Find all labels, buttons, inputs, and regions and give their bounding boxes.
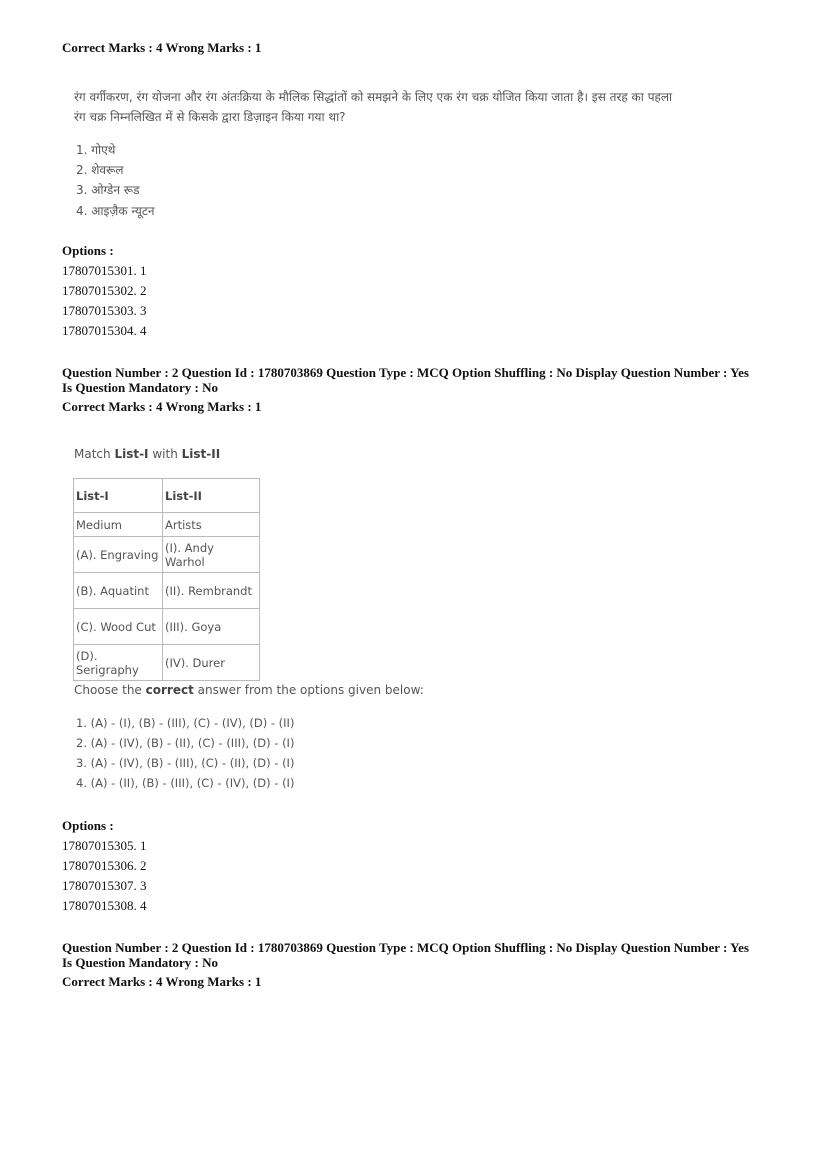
table-cell: (C). Wood Cut [74,609,163,645]
table-header-row [74,479,260,513]
marks-line: Correct Marks : 4 Wrong Marks : 1 [62,399,262,414]
match-table [73,478,260,681]
marks-line: Correct Marks : 4 Wrong Marks : 1 [62,40,262,55]
option-1: 17807015301. 1 [62,263,147,278]
option-2: 17807015302. 2 [62,283,147,298]
table-cell: (D). Serigraphy [74,645,163,681]
question-header-line-2: Is Question Mandatory : No [62,955,219,970]
option-3: 17807015303. 3 [62,303,147,318]
options-label: Options : [62,818,114,833]
table-cell: (B). Aquatint [74,573,163,609]
match-instruction: Match List-I with List-II [74,447,221,461]
option-3: 17807015307. 3 [62,878,147,893]
table-cell: (II). Rembrandt [163,573,260,609]
choice-4: 4. आइज़ैक न्यूटन [76,204,155,218]
question-text-line-1: रंग वर्गीकरण, रंग योजना और रंग अंतःक्रिया के मौलिक सिद्धांतों को समझने के लिए एक रंग चक्र योजित किया जाता है। इस तरह का पहला [74,90,673,104]
marks-line: Correct Marks : 4 Wrong Marks : 1 [62,974,262,989]
choice-2: 2. (A) - (IV), (B) - (II), (C) - (III), (D) - (I) [76,736,295,750]
option-4: 17807015304. 4 [62,323,147,338]
table-cell: Artists [163,513,260,537]
question-header-line-2: Is Question Mandatory : No [62,380,219,395]
question-header-line-1: Question Number : 2 Question Id : 1780703869 Question Type : MCQ Option Shuffling : No Display Question Number : Yes [62,365,749,380]
table-cell: Medium [74,513,163,537]
table-row [74,537,260,573]
choose-instruction: Choose the correct answer from the options given below: [74,683,424,697]
choice-1: 1. (A) - (I), (B) - (III), (C) - (IV), (D) - (II) [76,716,295,730]
table-row [74,609,260,645]
table-cell: (III). Goya [163,609,260,645]
choice-3: 3. (A) - (IV), (B) - (III), (C) - (II), (D) - (I) [76,756,295,770]
table-cell: (IV). Durer [163,645,260,681]
option-1: 17807015305. 1 [62,838,147,853]
option-4: 17807015308. 4 [62,898,147,913]
question-header-line-1: Question Number : 2 Question Id : 1780703869 Question Type : MCQ Option Shuffling : No Display Question Number : Yes [62,940,749,955]
choice-3: 3. ओग्डेन रूड [76,183,140,197]
table-header-cell: List-I [74,479,163,513]
table-cell: (I). Andy Warhol [163,537,260,573]
choice-1: 1. गोएथे [76,143,116,157]
table-cell: (A). Engraving [74,537,163,573]
choice-2: 2. शेवरूल [76,163,124,177]
option-2: 17807015306. 2 [62,858,147,873]
table-row [74,573,260,609]
options-label: Options : [62,243,114,258]
choice-4: 4. (A) - (II), (B) - (III), (C) - (IV), (D) - (I) [76,776,295,790]
table-row [74,513,260,537]
question-text-line-2: रंग चक्र निम्नलिखित में से किसके द्वारा डिज़ाइन किया गया था? [74,110,346,124]
table-row [74,645,260,681]
table-header-cell: List-II [163,479,260,513]
